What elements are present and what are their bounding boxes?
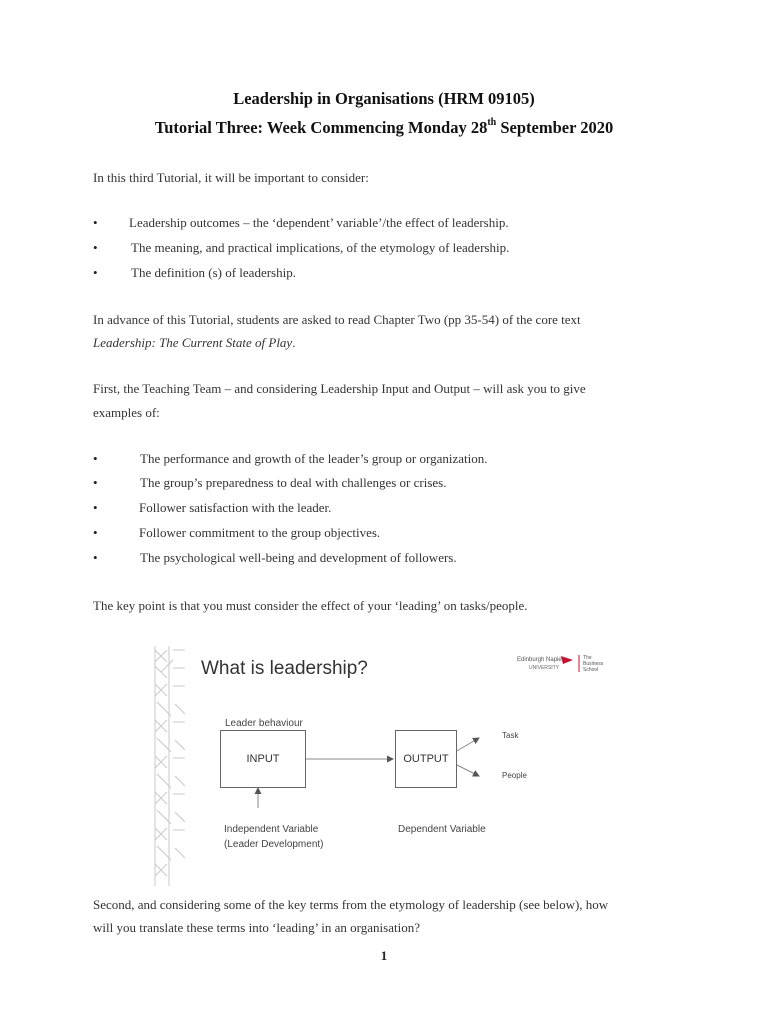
first-paragraph-line1: First, the Teaching Team – and considering Leadership Input and Output – will ask you to give	[93, 381, 586, 396]
first-paragraph-line2: examples of:	[93, 405, 160, 420]
bullet-marker: •	[93, 500, 98, 515]
input-box	[220, 730, 306, 788]
output-box	[395, 730, 457, 788]
second-paragraph-line1: Second, and considering some of the key terms from the etymology of leadership (see below), how	[93, 897, 609, 912]
document-subtitle	[0, 118, 768, 138]
reading-line: In advance of this Tutorial, students are asked to read Chapter Two (pp 35-54) of the core text	[93, 312, 581, 327]
bullet-marker: •	[93, 451, 98, 466]
bullet-marker: •	[93, 215, 98, 230]
task-label: Task	[502, 731, 519, 740]
leader-behaviour-label: Leader behaviour	[225, 718, 303, 729]
bullet-marker: •	[93, 475, 98, 490]
logo-school-1: The	[583, 655, 592, 661]
list-item: Follower satisfaction with the leader.	[139, 500, 332, 515]
diagram-title: What is leadership?	[201, 658, 368, 679]
list-item: The psychological well-being and development of followers.	[140, 550, 457, 565]
subtitle-ordinal: th	[487, 116, 497, 128]
input-label: INPUT	[246, 753, 280, 765]
subtitle-tail: September 2020	[496, 118, 614, 137]
subtitle-main: Tutorial Three: Week Commencing Monday 28	[154, 118, 488, 137]
logo-university: UNIVERSITY	[529, 665, 560, 671]
task-arrow	[455, 738, 479, 752]
bullet-marker: •	[93, 265, 98, 280]
list-item: The meaning, and practical implications, of the etymology of leadership.	[131, 240, 510, 255]
document-title: Leadership in Organisations (HRM 09105)	[233, 89, 535, 108]
output-label: OUTPUT	[403, 753, 449, 765]
core-text-title: Leadership: The Current State of Play	[93, 335, 293, 350]
dependent-variable-label: Dependent Variable	[398, 824, 486, 835]
list-item: The group’s preparedness to deal with challenges or crises.	[140, 475, 447, 490]
logo-name: Edinburgh Napier	[517, 657, 564, 663]
leader-development-label: (Leader Development)	[224, 839, 324, 850]
list-item: The performance and growth of the leader’s group or organization.	[140, 451, 488, 466]
decorative-lattice	[155, 646, 185, 886]
bullet-marker: •	[93, 525, 98, 540]
list-item: Leadership outcomes – the ‘dependent’ variable’/the effect of leadership.	[129, 215, 509, 230]
second-paragraph-line2: will you translate these terms into ‘leading’ in an organisation?	[93, 920, 420, 935]
page-number: 1	[380, 948, 388, 963]
list-item: The definition (s) of leadership.	[131, 265, 296, 280]
people-label: People	[502, 771, 527, 780]
logo-school-3: School	[583, 667, 599, 673]
key-point: The key point is that you must consider the effect of your ‘leading’ on tasks/people.	[93, 598, 528, 613]
list-item: Follower commitment to the group objectives.	[139, 525, 381, 540]
people-arrow	[455, 764, 479, 776]
bullet-marker: •	[93, 550, 98, 565]
bullet-marker: •	[93, 240, 98, 255]
core-text-line: Leadership: The Current State of Play.	[93, 335, 296, 350]
intro-paragraph: In this third Tutorial, it will be important to consider:	[93, 170, 369, 185]
logo-school-2: Business	[583, 661, 604, 667]
leadership-diagram	[153, 646, 615, 886]
independent-variable-label: Independent Variable	[224, 824, 319, 835]
